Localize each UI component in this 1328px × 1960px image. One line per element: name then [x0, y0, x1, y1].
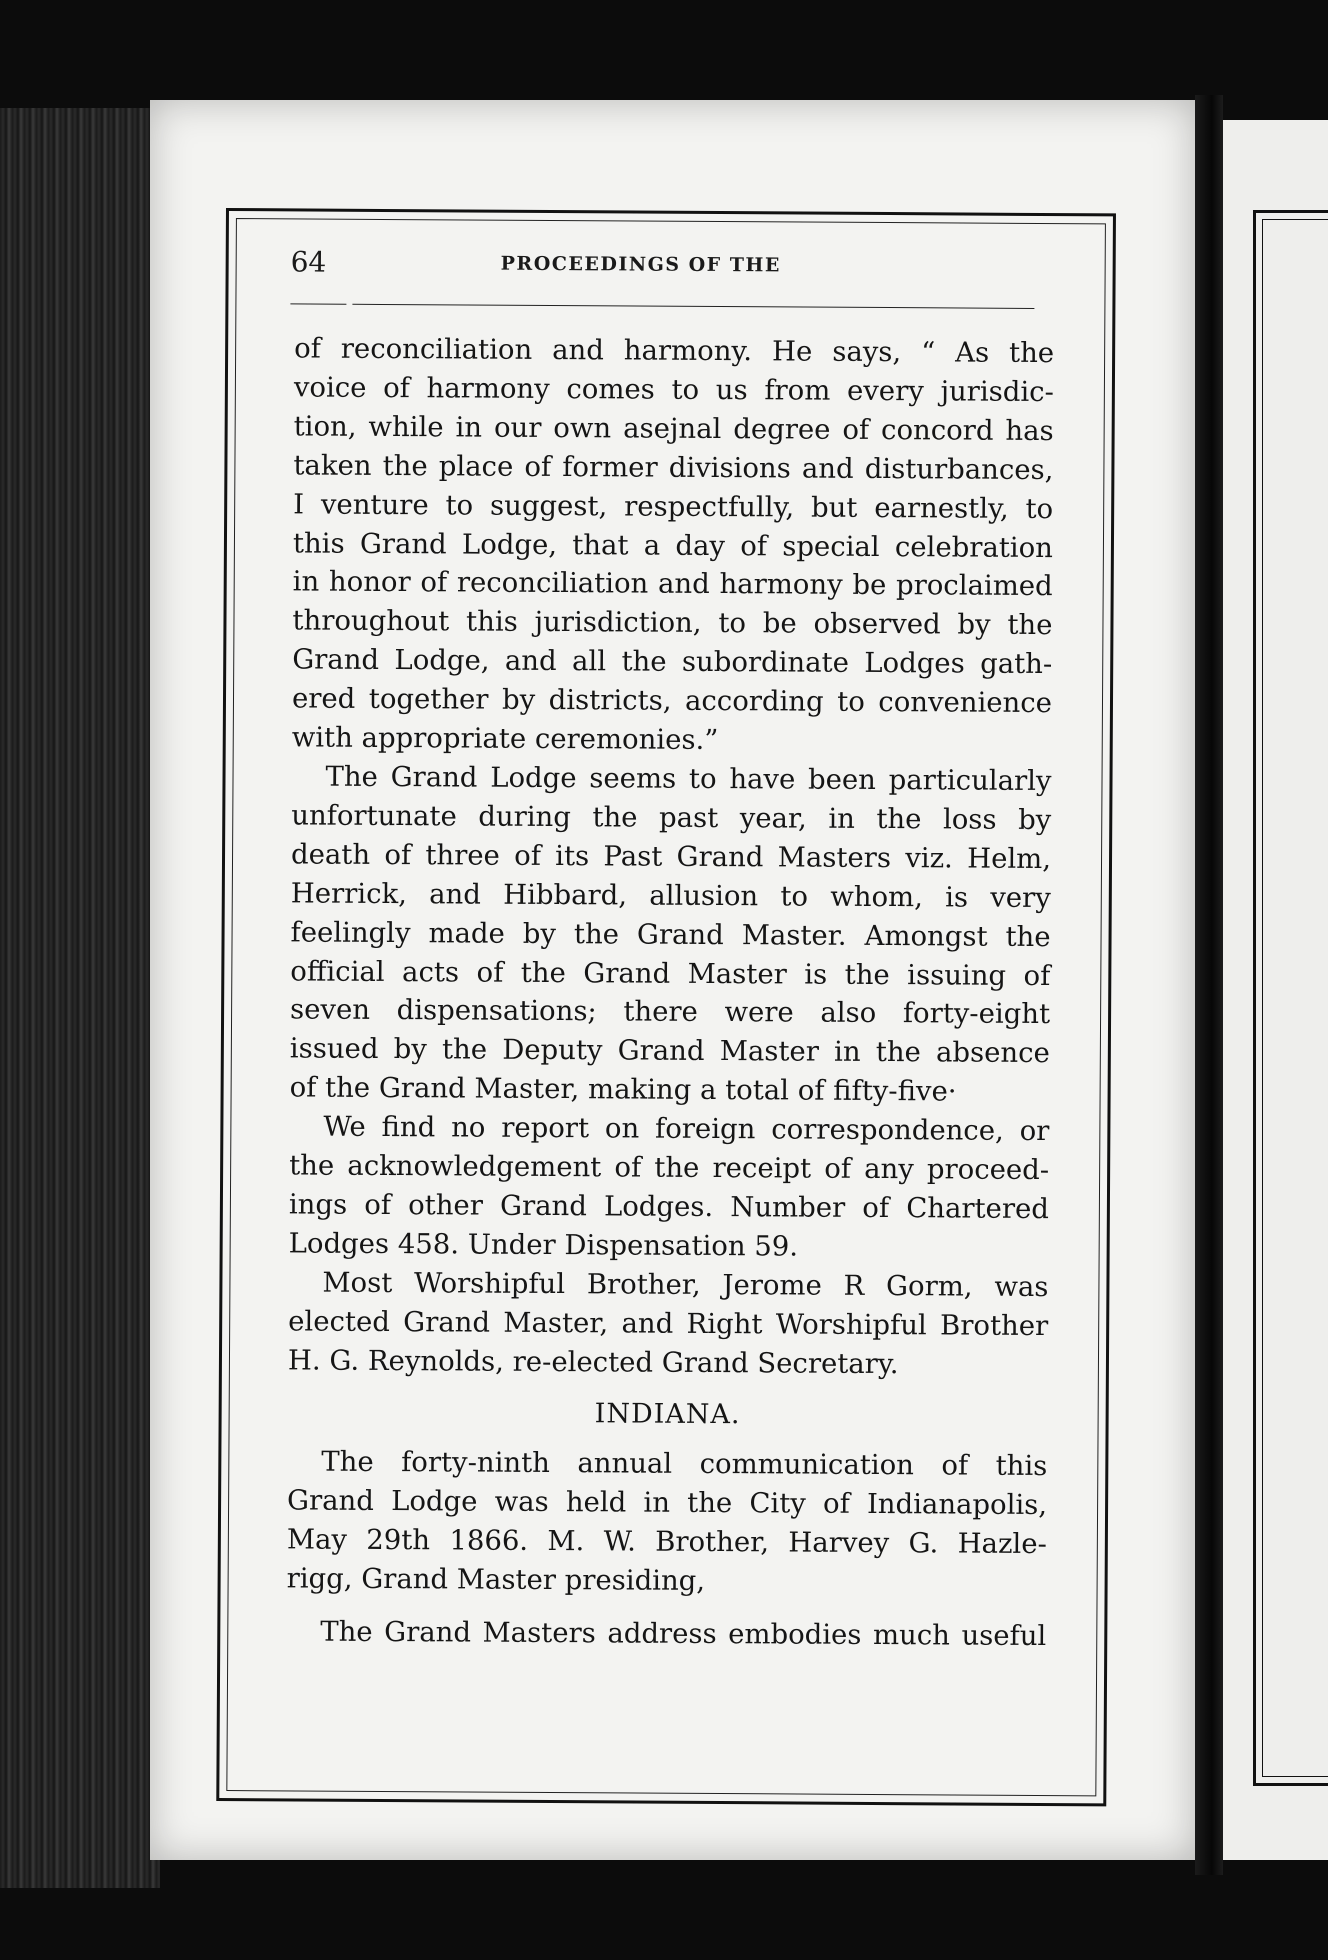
text-line: Grand Lodge, and all the subordinate Lodges gath-: [292, 643, 1053, 681]
text-line: seven dispensations; there were also forty-eight: [290, 993, 1051, 1031]
text-line: issued by the Deputy Grand Master in the absence: [289, 1032, 1050, 1070]
text-line: We find no report on foreign correspondence, or: [323, 1110, 1050, 1148]
text-line: rigg, Grand Master presiding,: [286, 1562, 706, 1598]
adjacent-page-frame: [1253, 210, 1328, 1786]
text-line: of the Grand Master, making a total of fifty-five·: [289, 1071, 957, 1108]
text-line: voice of harmony comes to us from every jurisdic-: [293, 371, 1054, 408]
text-line: in honor of reconciliation and harmony be proclaimed: [292, 565, 1053, 603]
text-line: Lodges 458. Under Dispensation 59.: [288, 1227, 799, 1263]
running-head: PROCEEDINGS OF THE: [500, 252, 781, 277]
text-line: H. G. Reynolds, re-elected Grand Secretary.: [287, 1343, 899, 1380]
text-line: throughout this jurisdiction, to be observed by the: [292, 604, 1053, 642]
text-line: tion, while in our own asejnal degree of concord has: [293, 410, 1054, 447]
text-line: The Grand Masters address embodies much useful: [320, 1615, 1047, 1653]
text-line: this Grand Lodge, that a day of special celebration: [292, 526, 1054, 564]
page-frame: [216, 208, 1116, 1806]
text-line: of reconciliation and harmony. He says, “ As the: [294, 332, 1055, 370]
text-line: taken the place of former divisions and disturbances,: [293, 449, 1054, 486]
page-header: [291, 245, 1051, 290]
text-line: unfortunate during the past year, in the loss by: [291, 799, 1052, 836]
body-text: [286, 329, 1054, 1656]
text-line: ings of other Grand Lodges. Number of Chartered: [288, 1188, 1049, 1225]
text-line: ered together by districts, according to convenience: [291, 682, 1053, 720]
text-line: May 29th 1866. M. W. Brother, Harvey G. Hazle-: [286, 1523, 1047, 1561]
text-line: Herrick, and Hibbard, allusion to whom, is very: [290, 877, 1051, 914]
book-gutter: [1195, 95, 1223, 1875]
text-line: Grand Lodge was held in the City of Indianapolis,: [287, 1484, 1048, 1522]
text-line: official acts of the Grand Master is the issuing of: [290, 954, 1051, 992]
section-heading: INDIANA.: [594, 1398, 741, 1431]
text-line: the acknowledgement of the receipt of any proceed-: [289, 1149, 1050, 1187]
text-line: The Grand Lodge seems to have been particularly: [325, 760, 1052, 798]
text-line: feelingly made by the Grand Master. Amongst the: [290, 916, 1051, 953]
text-line: elected Grand Master, and Right Worshipful Brother: [288, 1305, 1049, 1342]
text-line: I venture to suggest, respectfully, but earnestly, to: [293, 488, 1054, 525]
text-line: The forty-ninth annual communication of this: [321, 1445, 1048, 1483]
page-number: 64: [290, 245, 327, 279]
text-line: death of three of its Past Grand Masters viz. Helm,: [290, 838, 1052, 875]
book-edge: [0, 108, 160, 1888]
text-line: with appropriate ceremonies.”: [291, 721, 719, 757]
text-line: Most Worshipful Brother, Jerome R Gorm, was: [322, 1266, 1049, 1303]
